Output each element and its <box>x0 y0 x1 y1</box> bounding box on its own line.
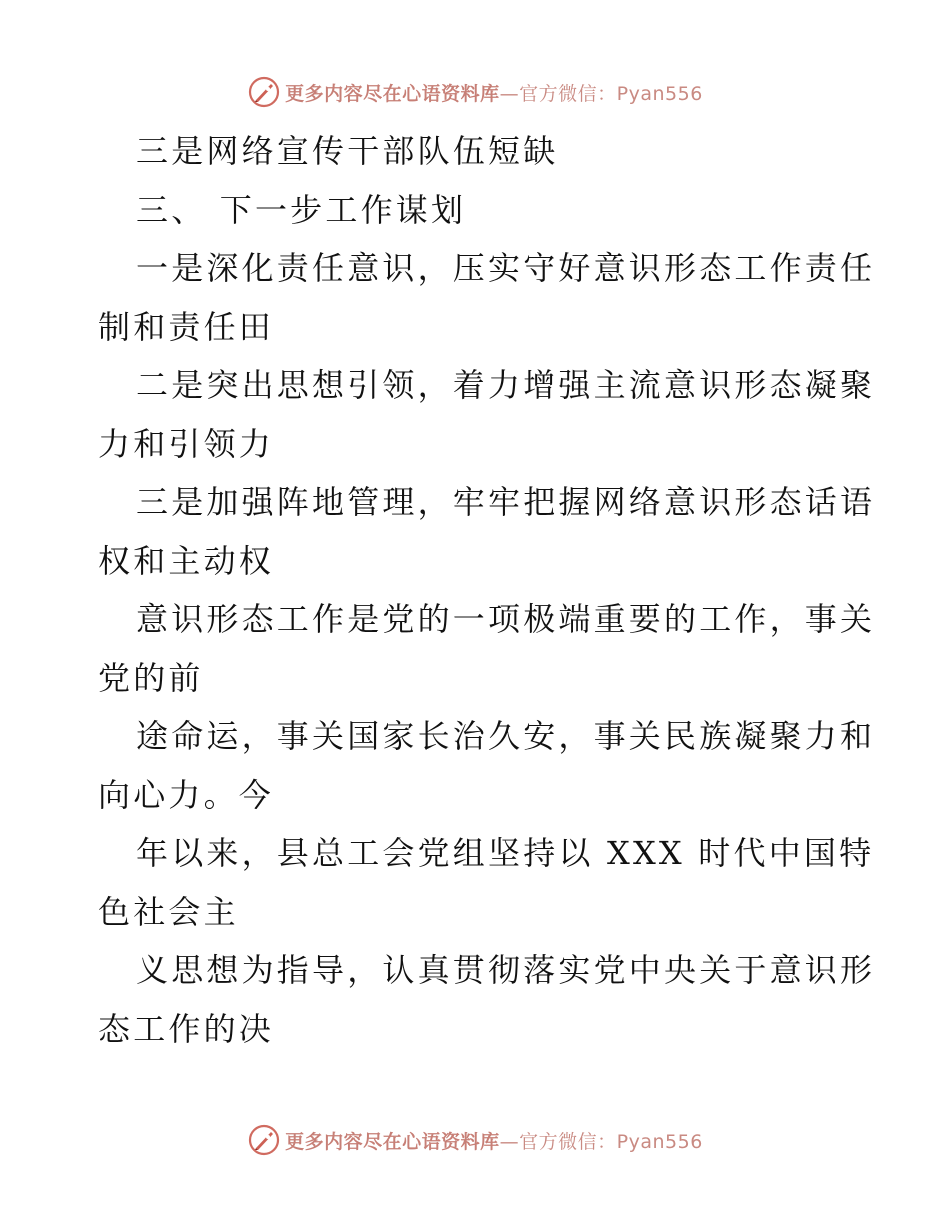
text-line: 三是加强阵地管理，牢牢把握网络意识形态话语 <box>136 483 876 521</box>
watermark-text <box>285 1127 703 1154</box>
text-line: 年以来，县总工会党组坚持以 XXX 时代中国特 <box>136 834 875 872</box>
text-line: 党的前 <box>98 658 204 697</box>
watermark-separator: — <box>499 82 520 105</box>
footer-watermark <box>0 1120 950 1160</box>
text-line: 二是突出思想引领，着力增强主流意识形态凝聚 <box>136 366 876 404</box>
text-line: 义思想为指导，认真贯彻落实党中央关于意识形 <box>136 951 876 989</box>
text-line: 制和责任田 <box>98 307 275 346</box>
watermark-contact: 官方微信：Pyan556 <box>519 82 703 105</box>
text-line: 色社会主 <box>98 892 239 931</box>
text-line: 一是深化责任意识，压实守好意识形态工作责任 <box>136 249 876 287</box>
watermark-contact: 官方微信：Pyan556 <box>519 1130 703 1153</box>
text-line: 态工作的决 <box>98 1009 275 1048</box>
quill-logo-icon <box>247 75 281 109</box>
text-line: 意识形态工作是党的一项极端重要的工作，事关 <box>136 600 876 638</box>
watermark-text <box>285 79 703 106</box>
text-line: 向心力。今 <box>98 775 275 814</box>
section-heading: 三、 下一步工作谋划 <box>136 190 467 229</box>
watermark-main: 更多内容尽在心语资料库 <box>285 1130 500 1153</box>
text-line: 权和主动权 <box>98 541 275 580</box>
quill-logo-icon <box>247 1123 281 1157</box>
text-line: 力和引领力 <box>98 424 275 463</box>
watermark-main: 更多内容尽在心语资料库 <box>285 82 500 105</box>
text-line: 三是网络宣传干部队伍短缺 <box>136 132 559 170</box>
watermark-separator: — <box>499 1130 520 1153</box>
header-watermark <box>0 72 950 112</box>
document-body <box>98 122 876 1058</box>
text-line: 途命运，事关国家长治久安，事关民族凝聚力和 <box>136 717 876 755</box>
